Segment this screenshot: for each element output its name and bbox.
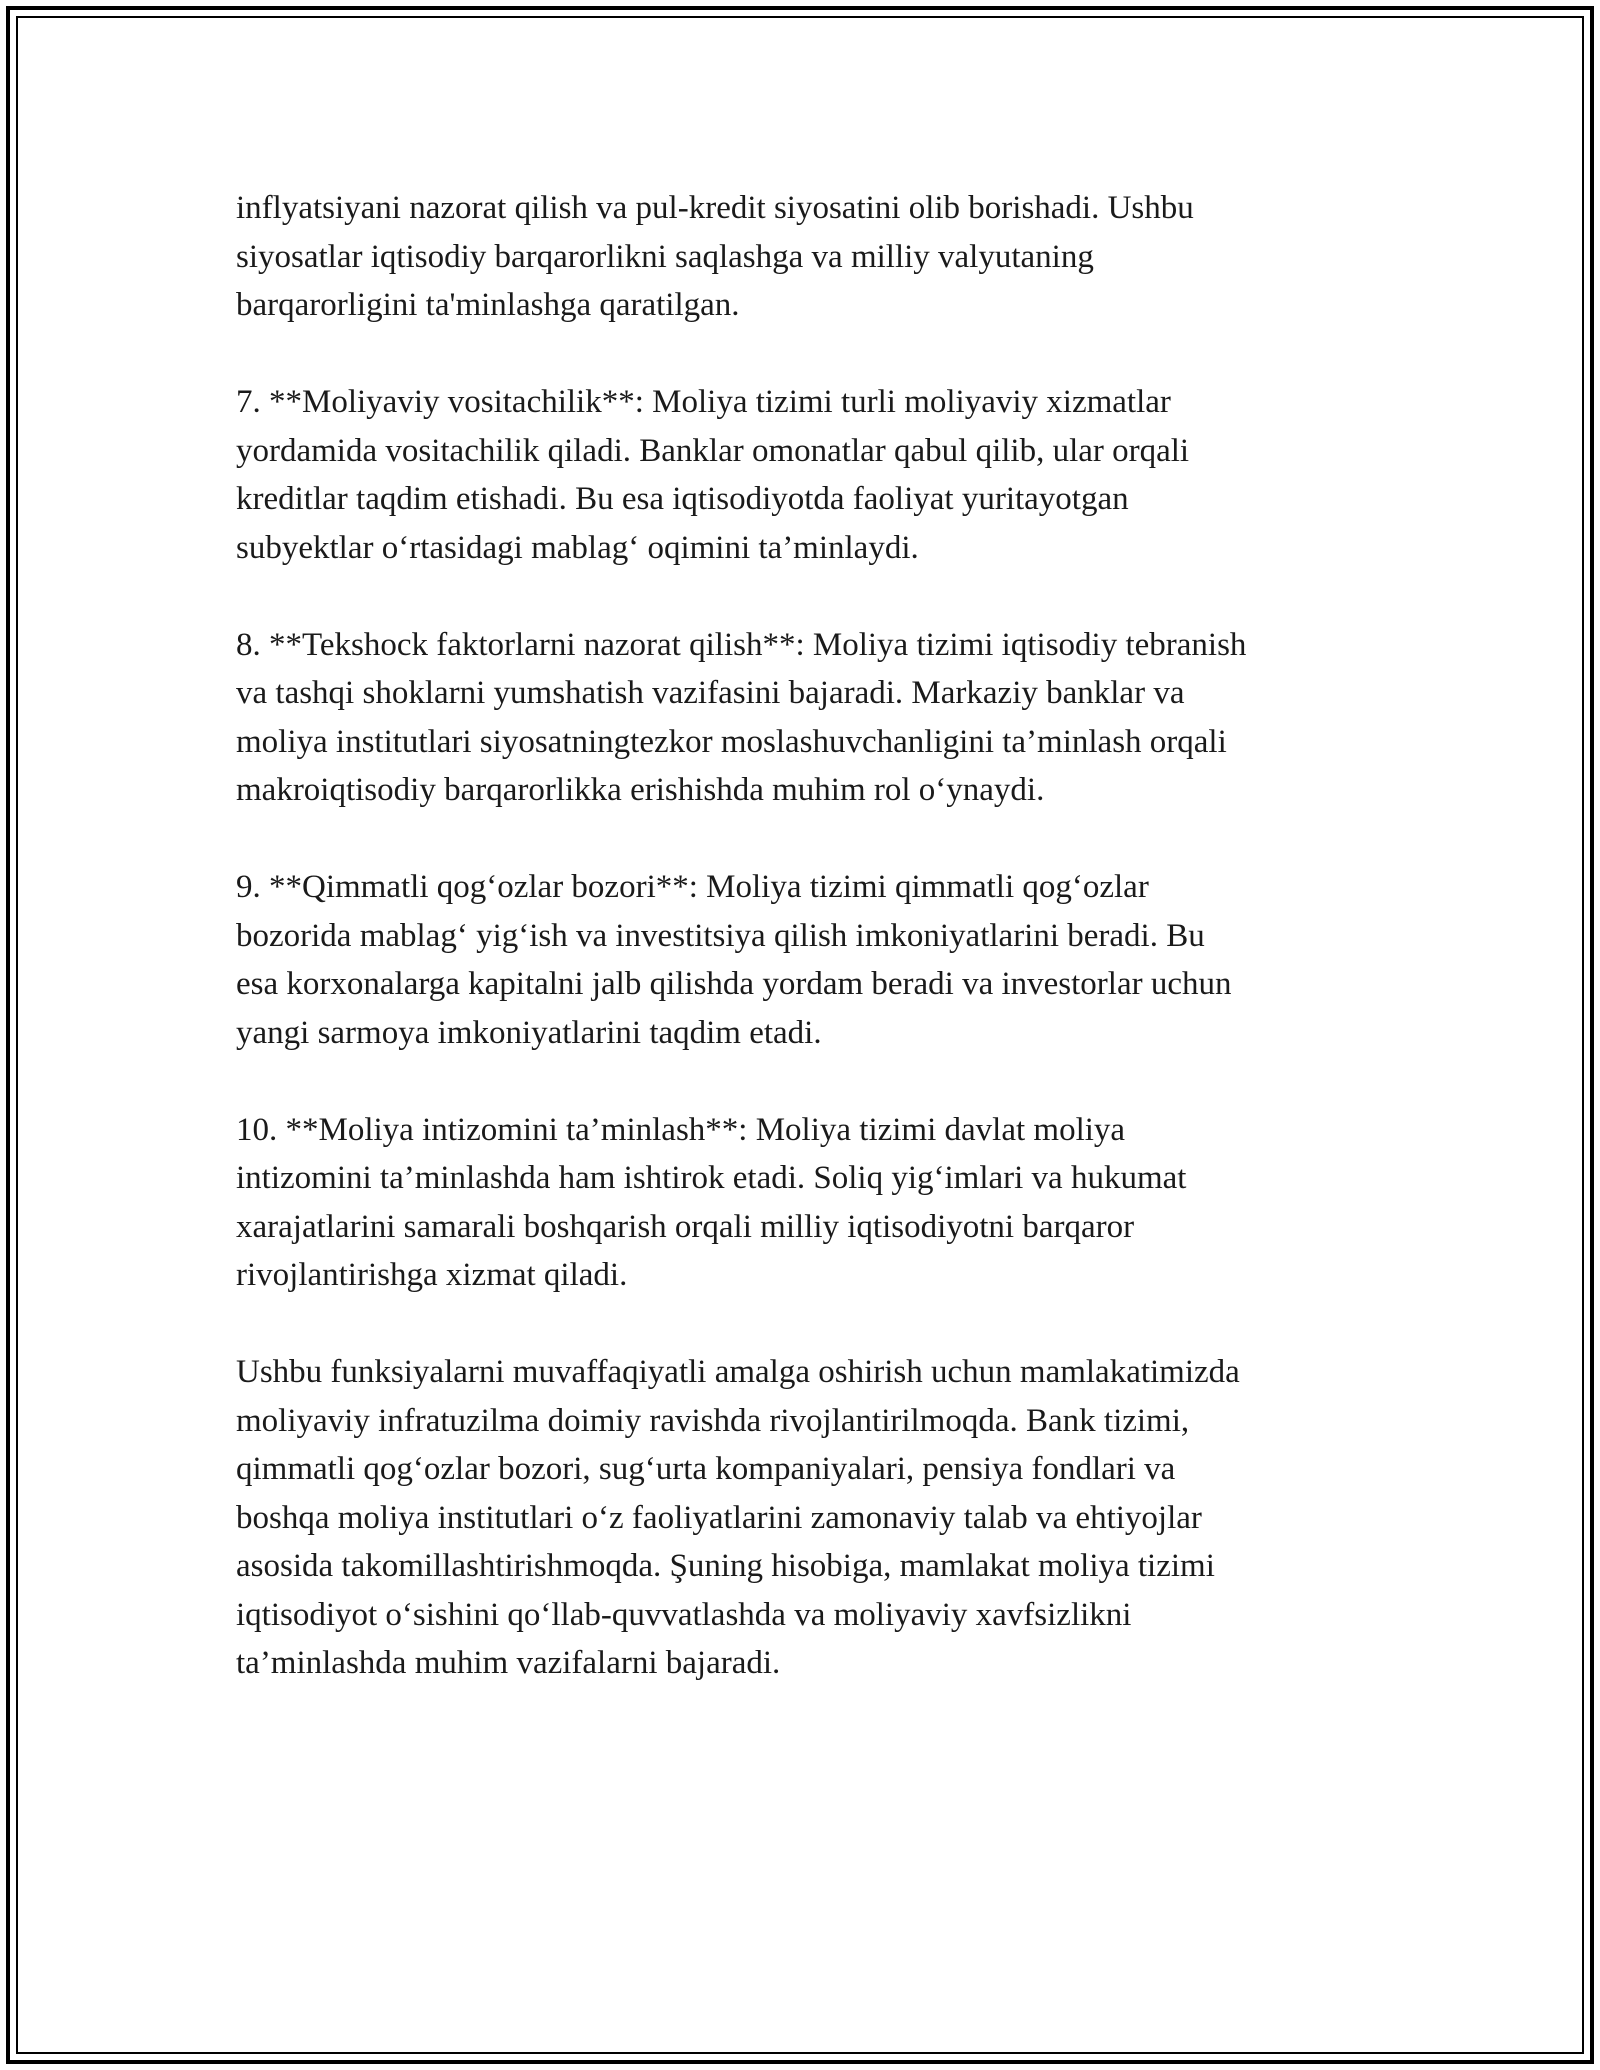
text-line: subyektlar o‘rtasidagi mablag‘ oqimini ta’minlaydi. bbox=[236, 529, 919, 566]
text-line: moliya institutlari siyosatningtezkor moslashuvchanligini ta’minlash orqali bbox=[236, 723, 1227, 760]
text-line: 8. **Tekshock faktorlarni nazorat qilish**: Moliya tizimi iqtisodiy tebranish bbox=[236, 626, 1247, 663]
text-line: esa korxonalarga kapitalni jalb qilishda yordam beradi va investorlar uchun bbox=[236, 966, 1232, 1002]
text-line: bozorida mablag‘ yig‘ish va investitsiya qilish imkoniyatlarini beradi. Bu bbox=[236, 917, 1205, 954]
text-line: barqarorligini ta'minlashga qaratilgan. bbox=[236, 287, 740, 323]
text-line: iqtisodiyot o‘sishini qo‘llab-quvvatlashda va moliyaviy xavfsizlikni bbox=[236, 1596, 1132, 1633]
text-line: va tashqi shoklarni yumshatish vazifasini bajaradi. Markaziy banklar va bbox=[236, 675, 1185, 711]
paragraph-item-9 bbox=[236, 863, 1376, 1057]
text-line: ta’minlashda muhim vazifalarni bajaradi. bbox=[236, 1645, 781, 1681]
text-line: moliyaviy infratuzilma doimiy ravishda rivojlantirilmoqda. Bank tizimi, bbox=[236, 1402, 1190, 1439]
document-body bbox=[236, 184, 1376, 1688]
text-line: kreditlar taqdim etishadi. Bu esa iqtisodiyotda faoliyat yuritayotgan bbox=[236, 481, 1129, 517]
text-line: 10. **Moliya intizomini ta’minlash**: Moliya tizimi davlat moliya bbox=[236, 1111, 1126, 1148]
text-line: xarajatlarini samarali boshqarish orqali milliy iqtisodiyotni barqaror bbox=[236, 1208, 1135, 1245]
text-line: asosida takomillashtirishmoqda. Şuning hisobiga, mamlakat moliya tizimi bbox=[236, 1548, 1215, 1584]
text-line: intizomini ta’minlashda ham ishtirok etadi. Soliq yig‘imlari va hukumat bbox=[236, 1160, 1187, 1196]
paragraph-item-7 bbox=[236, 378, 1376, 572]
text-line: boshqa moliya institutlari o‘z faoliyatlarini zamonaviy talab va ehtiyojlar bbox=[236, 1499, 1202, 1536]
text-line: Ushbu funksiyalarni muvaffaqiyatli amalga oshirish uchun mamlakatimizda bbox=[236, 1354, 1240, 1390]
paragraph-intro-continuation bbox=[236, 184, 1376, 330]
text-line: yordamida vositachilik qiladi. Banklar omonatlar qabul qilib, ular orqali bbox=[236, 432, 1190, 469]
paragraph-item-10 bbox=[236, 1106, 1376, 1300]
text-line: yangi sarmoya imkoniyatlarini taqdim etadi. bbox=[236, 1014, 822, 1051]
paragraph-item-8 bbox=[236, 621, 1376, 815]
text-line: inflyatsiyani nazorat qilish va pul-kredit siyosatini olib borishadi. Ushbu bbox=[236, 190, 1194, 226]
text-line: makroiqtisodiy barqarorlikka erishishda muhim rol o‘ynaydi. bbox=[236, 772, 1045, 808]
text-line: siyosatlar iqtisodiy barqarorlikni saqlashga va milliy valyutaning bbox=[236, 238, 1094, 275]
text-line: 9. **Qimmatli qog‘ozlar bozori**: Moliya tizimi qimmatli qog‘ozlar bbox=[236, 869, 1149, 905]
text-line: rivojlantirishga xizmat qiladi. bbox=[236, 1257, 628, 1293]
text-line: qimmatli qog‘ozlar bozori, sug‘urta kompaniyalari, pensiya fondlari va bbox=[236, 1451, 1176, 1487]
paragraph-conclusion bbox=[236, 1348, 1376, 1688]
text-line: 7. **Moliyaviy vositachilik**: Moliya tizimi turli moliyaviy xizmatlar bbox=[236, 384, 1171, 420]
